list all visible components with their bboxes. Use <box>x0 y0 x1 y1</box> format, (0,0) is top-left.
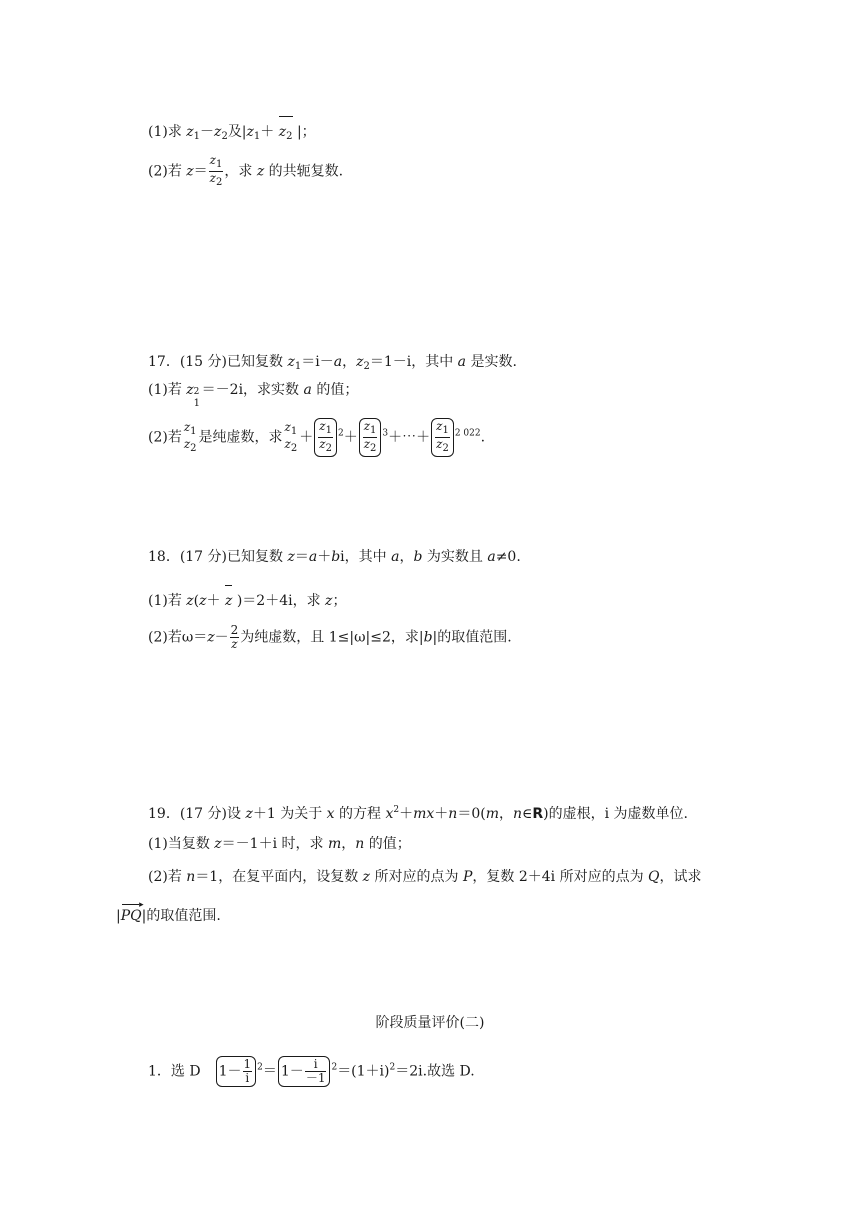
q17-p2-mid: 是纯虚数，求 <box>198 429 283 446</box>
sym-m: m <box>413 806 427 822</box>
q17-eq2: ＝1－i，其中 <box>369 354 458 370</box>
idx: 2 <box>286 131 293 142</box>
sym-z: z <box>183 436 191 451</box>
sym-z: z <box>284 419 291 434</box>
conjugate-z2 <box>279 116 293 147</box>
idx: 2 <box>442 443 449 454</box>
q16-part1-end: |； <box>296 124 316 140</box>
sym-x: x <box>385 806 394 822</box>
sym-z: z <box>214 124 222 140</box>
q19-eqn3: ＝0( <box>457 806 486 822</box>
idx: 2 <box>190 442 197 454</box>
q18-p2-end: |的取值范围. <box>432 629 512 646</box>
sym-n: n <box>355 836 365 852</box>
op: ＋ <box>317 549 332 565</box>
q19-head <box>148 800 688 824</box>
answer-1-prefix: 1．选 D <box>148 1063 215 1080</box>
sym-Q: Q <box>648 869 660 885</box>
q19-p2b: ＝1，在复平面内，设复数 <box>195 869 363 885</box>
fraction-num: 2 <box>230 623 239 637</box>
q18-p2-prefix: (2)若ω＝ <box>148 629 208 646</box>
sym-z: z <box>209 171 216 185</box>
q19-head2: ＋1 为关于 <box>252 806 327 822</box>
sym-z: z <box>319 437 326 451</box>
answer-1 <box>148 1056 475 1087</box>
sym-a: a <box>487 549 496 565</box>
q19-p2c: 所对应的点为 <box>370 869 463 885</box>
q17-p2-prefix: (2)若 <box>148 429 182 446</box>
fraction-z1-z2 <box>183 421 198 455</box>
sym-z: z <box>256 163 265 180</box>
q17-p2-end: . <box>480 429 486 446</box>
sym-z: z <box>287 354 295 370</box>
fraction-num: 1 <box>243 1057 252 1071</box>
q19-part2 <box>148 867 702 887</box>
op: ∈ <box>522 806 533 822</box>
idx: 1 <box>216 159 223 170</box>
op: ＋ <box>260 124 275 140</box>
q18-head-text: 18．(17 分)已知复数 <box>148 549 288 565</box>
sym-z: z <box>207 629 215 646</box>
sym-z: z <box>199 593 207 609</box>
q19-part2-cont: |PQ ▸|的取值范围. <box>116 902 221 926</box>
sym-z: z <box>284 436 291 451</box>
fraction-num: i <box>305 1058 327 1072</box>
q18-p1-prefix: (1)若 <box>148 593 187 609</box>
op: ＋ <box>399 806 414 822</box>
idx: 1 <box>253 131 261 142</box>
sym-z: z <box>214 836 222 852</box>
idx: 2 <box>216 177 223 188</box>
sym-z: z <box>356 354 364 370</box>
op: ＝ <box>262 1063 277 1080</box>
idx: 1 <box>370 425 377 436</box>
q18-tail: 为实数且 <box>422 549 488 565</box>
fraction-i-neg1 <box>305 1058 327 1085</box>
q16-part1 <box>148 116 316 147</box>
exponent: 2 <box>337 428 344 439</box>
exponent: 3 <box>382 428 389 439</box>
sym-n: n <box>448 806 458 822</box>
sym-m: m <box>327 836 342 852</box>
q18-p2-mid: 为纯虚数，且 1≤|ω|≤2，求| <box>240 629 424 646</box>
q19-head3: 的方程 <box>334 806 386 822</box>
q17-head-text: 17．(15 分)已知复数 <box>148 354 288 370</box>
q16-part1-prefix: (1)求 <box>148 124 187 140</box>
sym-a: a <box>391 549 400 565</box>
q17-part1 <box>148 380 359 409</box>
paren-fraction <box>431 418 454 457</box>
exponent: 2 <box>393 805 400 815</box>
paren-fraction <box>359 418 382 457</box>
sym-z: z <box>186 124 194 140</box>
sup-2: 2 <box>193 387 200 397</box>
sym-x: x <box>426 806 435 822</box>
real-set-symbol: R <box>532 806 544 822</box>
q19-p2d: ，复数 2＋4i 所对应的点为 <box>472 869 649 885</box>
q17-part2 <box>148 418 485 457</box>
fraction-z1-z2 <box>363 420 378 455</box>
fraction-z1-z2 <box>435 420 450 455</box>
op: ＋ <box>343 429 358 446</box>
q17-p1-mid: ＝－2i，求实数 <box>201 382 304 398</box>
fraction-z1-z2 <box>284 421 299 455</box>
expr-text: 1－ <box>218 1063 242 1080</box>
q18-cond: ≠0. <box>495 549 521 565</box>
paren-fraction <box>314 418 337 457</box>
sym-z: z <box>186 382 194 398</box>
idx: 1 <box>442 425 449 436</box>
idx: 1 <box>193 131 201 142</box>
sym-z: z <box>363 419 371 433</box>
q18-p1-eq: )＝2＋4i，求 <box>236 593 326 609</box>
answer-heading: 阶段质量评价(二) <box>375 1015 485 1031</box>
q19-p1: (1)当复数 <box>148 836 215 852</box>
sym-a: a <box>457 354 467 370</box>
sym-x: x <box>326 806 335 822</box>
sym-z: z <box>436 419 443 433</box>
exponent: 2 <box>389 1062 396 1073</box>
q16-part2: (2)若 z＝ $\frac{z_1}{z_2}$ ，求 z 的共轭复数. <box>148 153 344 188</box>
q19-p2f: |的取值范围. <box>141 908 221 924</box>
q17-p1-end: 的值； <box>311 382 359 398</box>
q19-p2e: ，试求 <box>659 869 702 885</box>
idx: 2 <box>221 131 228 142</box>
sym-z: z <box>287 549 295 565</box>
fraction-den: －1 <box>305 1071 326 1085</box>
q18-head <box>148 547 521 567</box>
sym-b: b <box>423 629 433 646</box>
sym-z: z <box>186 593 194 609</box>
fraction-z1-z2 <box>318 420 333 455</box>
sym-m: m <box>485 806 499 822</box>
q19-p1b: ＝－1＋i 时，求 <box>221 836 328 852</box>
sym-b: b <box>331 549 341 565</box>
op: － <box>200 124 215 140</box>
sep: ， <box>341 836 356 852</box>
sym-z: z <box>325 593 333 609</box>
idx: 2 <box>290 442 298 454</box>
sym-z: z <box>186 163 194 180</box>
fraction-z1-z2 <box>209 154 224 189</box>
idx: 2 <box>363 361 370 372</box>
paren-expr <box>278 1056 331 1087</box>
q17-p1-prefix: (1)若 <box>148 382 187 398</box>
idx: 2 <box>325 443 332 454</box>
op-dots: ＋⋯＋ <box>388 429 431 446</box>
exponent: 2 <box>257 1062 263 1073</box>
q19-p1c: 的值； <box>364 836 411 852</box>
idx: 1 <box>294 361 302 372</box>
exponent: 2 <box>331 1062 338 1073</box>
sym-z: z <box>278 124 287 140</box>
sym-z: z <box>209 153 216 167</box>
sym-z: z <box>363 437 371 451</box>
q17-head <box>148 352 517 377</box>
op: ＋ <box>299 429 314 446</box>
q16-part2-prefix: (2)若 <box>148 163 187 180</box>
conjugate-z <box>225 585 232 611</box>
idx: 1 <box>193 398 201 409</box>
sym-z: z <box>246 124 254 140</box>
q19-head-text: 19．(17 分)设 <box>148 806 246 822</box>
sym-n: n <box>512 806 523 822</box>
sym-z: z <box>245 806 253 822</box>
idx: 1 <box>190 425 197 437</box>
sym-z: z <box>362 869 371 885</box>
q16-part1-mid: 及| <box>227 124 247 140</box>
op: ＋ <box>434 806 449 822</box>
sym-a: a <box>333 354 343 370</box>
sep: ， <box>342 354 357 370</box>
sep: ， <box>399 549 414 565</box>
idx: 2 <box>370 443 377 454</box>
answer-1-end: ＝(1＋i) <box>337 1063 390 1080</box>
sym-P: P <box>462 869 473 885</box>
exponent: 2 022 <box>454 428 481 439</box>
sym-a: a <box>308 549 318 565</box>
q16-part2-end: 的共轭复数. <box>264 163 344 180</box>
paren-expr <box>216 1056 257 1087</box>
sep: ， <box>498 806 513 822</box>
sym-n: n <box>186 869 196 885</box>
q19-tail: )的虚根，i 为虚数单位. <box>543 806 689 822</box>
expr-text: 1－ <box>280 1063 304 1080</box>
sym-z: z <box>183 419 191 434</box>
q18-i: i，其中 <box>340 549 392 565</box>
sym-z: z <box>224 593 233 609</box>
q16-part2-suffix: ，求 <box>224 163 257 180</box>
idx: 1 <box>290 425 298 437</box>
q18-p1-end: ； <box>332 593 347 609</box>
sym-z: z <box>231 637 238 651</box>
sym-z: z <box>319 419 326 433</box>
fraction-1-i <box>243 1058 253 1085</box>
op: ＋ <box>206 593 221 609</box>
op: ＝ <box>294 549 309 565</box>
sym-z: z <box>436 437 443 451</box>
q17-tail: 是实数. <box>466 354 517 370</box>
answer-1-end2: ＝2i.故选 D. <box>395 1063 475 1080</box>
q17-eq1: ＝i－ <box>301 354 334 370</box>
idx: 1 <box>325 425 332 436</box>
q18-part1: (1)若 z(z＋ z )＝2＋4i，求 z； <box>148 585 346 611</box>
q19-part1 <box>148 834 411 854</box>
q19-p2: (2)若 <box>148 869 187 885</box>
op: － <box>214 629 229 646</box>
sym-a: a <box>303 382 312 398</box>
vector-pq: PQ ▸ <box>121 902 142 926</box>
q18-part2 <box>148 624 512 651</box>
fraction-den: i <box>245 1071 250 1085</box>
sym-b: b <box>413 549 423 565</box>
fraction-2-z <box>230 624 240 651</box>
